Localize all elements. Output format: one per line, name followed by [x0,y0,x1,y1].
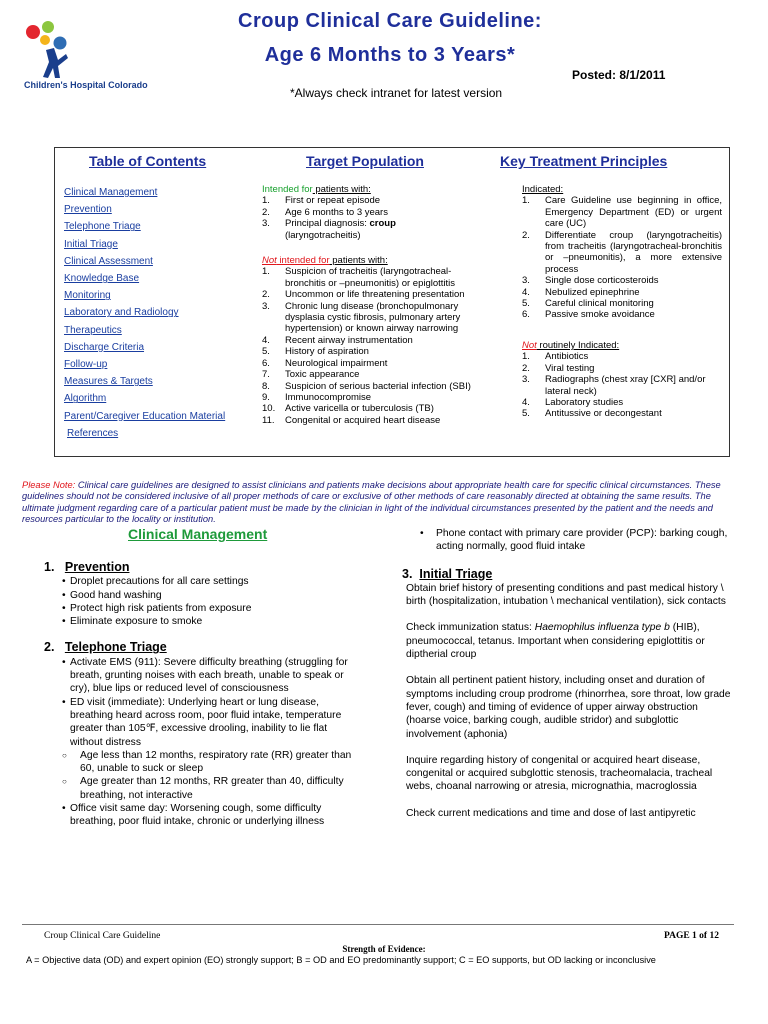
list-item: • Droplet precautions for all care settings [44,575,362,588]
not-intended-label: Not intended for patients with: [262,255,388,267]
list-item: 1. Care Guideline use beginning in office, Emergency Department (ED) or urgent care (UC) [522,195,722,230]
intended-label: Intended for patients with: [262,184,371,195]
list-item: 5. Antitussive or decongestant [522,408,662,420]
list-item: • Protect high risk patients from exposure [44,602,362,615]
indicated-label: Indicated: [522,184,564,195]
not-indicated-label: Not routinely Indicated: [522,339,620,351]
telephone-triage-list [44,656,362,829]
list-item: 1. Suspicion of tracheitis (laryngotracheal-bronchitis or –pneumonitis) or epiglottitis [262,266,456,289]
list-item: 4. Nebulized epinephrine [522,286,640,298]
toc-heading: Table of Contents [89,153,207,169]
page-number: PAGE 1 of 12 [664,931,719,941]
list-item: • Eliminate exposure to smoke [44,615,362,628]
right-column [402,527,734,820]
toc-link-therapeutics[interactable]: Therapeutics [64,324,122,336]
toc-link-references[interactable]: References [67,427,119,439]
list-item: • Good hand washing [44,589,362,602]
list-item: • Phone contact with primary care provider (PCP): barking cough, acting normally, good fluid intake [402,527,734,554]
ed-criteria-sublist [44,749,362,802]
toc-link-telephone-triage[interactable]: Telephone Triage [64,221,141,233]
clinical-management-heading: Clinical Management [128,526,268,542]
list-item: 7. Toxic appearance [262,369,360,381]
list-item: 3. Principal diagnosis: croup (laryngotracheitis) [262,218,396,241]
list-item: 2. Viral testing [522,362,595,374]
list-item: ○ Age less than 12 months, respiratory rate (RR) greater than 60, unable to suck or sleep [44,749,362,776]
toc-list [64,184,225,442]
initial-triage-heading: 3. Initial Triage [402,566,493,581]
toc-link-laboratory-radiology[interactable]: Laboratory and Radiology [64,307,179,319]
list-item: • Activate EMS (911): Severe difficulty breathing (struggling for breath, grunting noises with each breath, unable to speak or cry), blue lips or reduced level of consciousness [44,656,362,696]
list-item: 1. First or repeat episode [262,195,381,207]
toc-link-measures-targets[interactable]: Measures & Targets [64,376,153,388]
treatment-principles-column [522,184,722,420]
patient-history-paragraph: Obtain all pertinent patient history, including onset and duration of symptoms including croup prodrome (rhinorrhea, sore throat, low grade fever, cough) and timing of evidence of upper airway obstruction (hoarse voice, barking cough, audible stridor) and subglottic involvement (aphonia) [406,675,731,740]
toc-link-prevention[interactable]: Prevention [64,204,112,216]
triage-history-paragraph: Obtain brief history of presenting conditions and past medical history \ birth (hospitalization, intubation \ mechanical ventilation), sick contacts [406,582,726,608]
target-population-column [262,184,484,426]
list-item: • ED visit (immediate): Underlying heart or lung disease, breathing heard across room, poor fluid intake, temperature greater than 105℉, excessive drooling, inability to lie flat without distress ○ Age less than 12 months, respiratory rate (RR) greater than 60, unable to suck or sleep ○ Age greater than 12 months, RR greater than 40, difficulty breathing, not interactive [44,696,362,802]
list-item: 1. Antibiotics [522,351,589,363]
list-item: 2. Uncommon or life threatening presentation [262,289,465,301]
page-title-line1: Croup Clinical Care Guideline: [238,10,542,32]
list-item: 11. Congenital or acquired heart disease [262,414,441,426]
list-item: ○ Age greater than 12 months, RR greater than 40, difficulty breathing, not interactive [44,775,362,802]
list-item: 10. Active varicella or tuberculosis (TB) [262,403,434,415]
phone-contact-list [402,527,734,554]
list-item: 4. Recent airway instrumentation [262,334,413,346]
not-intended-list [262,266,484,426]
footer-divider [22,924,734,925]
toc-link-monitoring[interactable]: Monitoring [64,290,111,302]
toc-link-algorithm[interactable]: Algorithm [64,393,107,405]
not-indicated-list [522,351,722,419]
page-title-line2: Age 6 Months to 3 Years* [264,44,516,66]
indicated-list [522,195,722,320]
list-item: 4. Laboratory studies [522,396,624,408]
toc-link-knowledge-base[interactable]: Knowledge Base [64,273,140,285]
principles-heading: Key Treatment Principles [500,153,668,169]
heart-history-paragraph: Inquire regarding history of congenital or acquired heart disease, congenital or acquired subglottic stenosis, tracheomalacia, tracheal webs, choanal narrowing or atresia, micrognathia, macroglossia [406,754,713,793]
posted-date: Posted: 8/1/2011 [572,68,666,82]
list-item: 6. Passive smoke avoidance [522,309,655,321]
left-column [44,561,362,829]
toc-link-clinical-management[interactable]: Clinical Management [64,187,158,198]
telephone-triage-heading: 2. Telephone Triage [44,640,167,655]
intranet-note: *Always check intranet for latest version [290,86,503,100]
list-item: 6. Neurological impairment [262,357,388,369]
intended-list [262,195,484,241]
toc-link-discharge-criteria[interactable]: Discharge Criteria [64,341,145,353]
initial-triage-body [402,582,734,820]
toc-link-follow-up[interactable]: Follow-up [64,359,108,371]
target-heading: Target Population [306,153,424,169]
immunization-paragraph: Check immunization status: Haemophilus influenza type b (HIB), pneumococcal, tetanus. Important when considering epiglottitis or diptherial croup [406,622,705,661]
list-item: 3. Single dose corticosteroids [522,275,659,287]
list-item: 5. History of aspiration [262,346,369,358]
toc-link-initial-triage[interactable]: Initial Triage [64,238,118,250]
list-item: 9. Immunocompromise [262,391,372,403]
prevention-list [44,575,362,628]
medications-paragraph: Check current medications and time and dose of last antipyretic [406,807,696,819]
toc-link-education-material[interactable]: Parent/Caregiver Education Material [64,410,226,422]
prevention-heading: 1. Prevention [44,560,130,574]
org-name: Children's Hospital Colorado [24,80,148,90]
list-item: 8. Suspicion of serious bacterial infection (SBI) [262,380,471,392]
disclaimer-note: Please Note: Clinical care guidelines are designed to assist clinicians and patients make decisions about appropriate health care for specific clinical circumstances. These guidelines should not be considered inclusive of all proper methods of care or exclusive of other methods of care reasonably directed at obtaining the same results. The ultimate judgment regarding care of a particular patient must be made by the clinician in light of the individual circumstances presented by the patient and the needs and resources particular to the locality or institution. [22,480,721,525]
list-item: 3. Radiographs (chest xray [CXR] and/or lateral neck) [522,374,706,397]
list-item: 3. Chronic lung disease (bronchopulmonary dysplasia cystic fibrosis, pulmonary artery hypertension) or known airway narrowing [262,300,461,335]
list-item: 5. Careful clinical monitoring [522,298,654,310]
strength-of-evidence-title: Strength of Evidence: [342,944,426,954]
toc-link-clinical-assessment[interactable]: Clinical Assessment [64,255,153,267]
list-item: 2. Age 6 months to 3 years [262,206,388,218]
list-item: 2. Differentiate croup (laryngotracheitis) from tracheitis (laryngotracheal-bronchitis or –pneumonitis), a more extensive process [522,229,722,275]
list-item: • Office visit same day: Worsening cough, some difficulty breathing, poor fluid intake, chronic or underlying illness [44,802,362,829]
strength-of-evidence-text: A = Objective data (OD) and expert opinion (EO) strongly support; B = OD and EO predominantly support; C = EO supports, but OD lacking or inconclusive [26,955,656,965]
footer-guideline-name: Croup Clinical Care Guideline [44,931,161,941]
